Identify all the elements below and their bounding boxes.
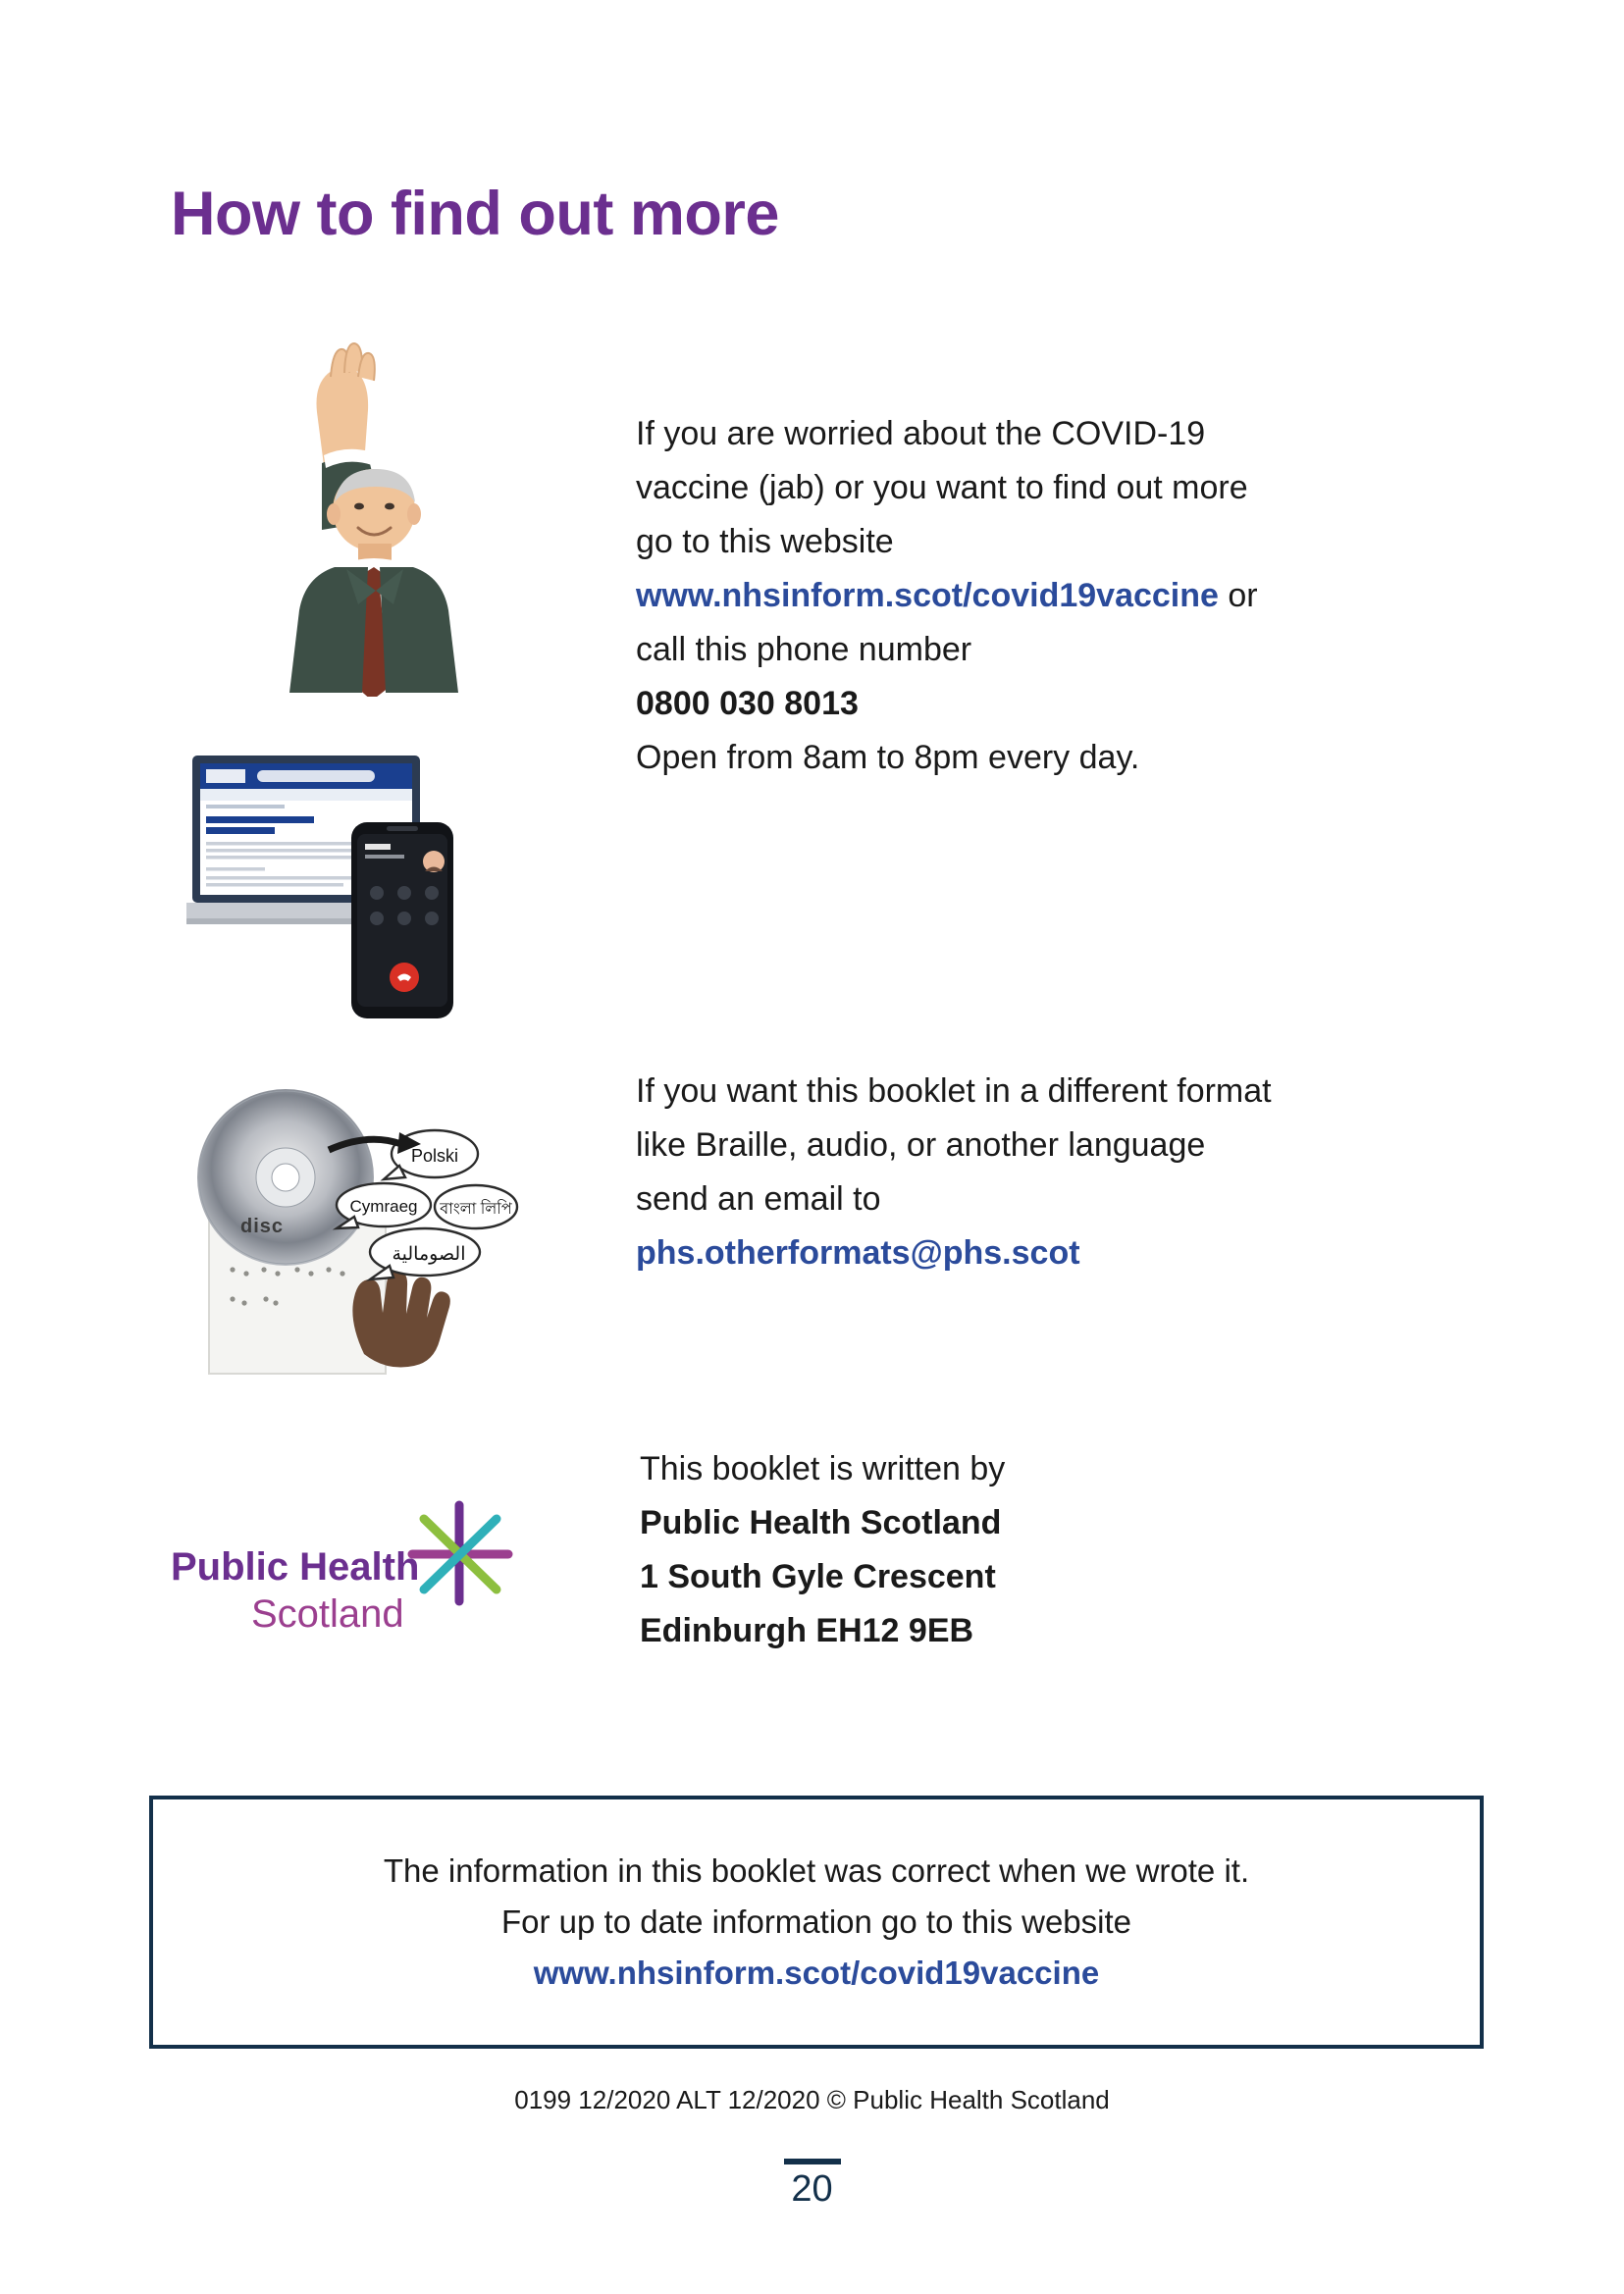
text-line: go to this website [636,523,894,561]
information-notice-box [149,1796,1484,2049]
other-formats-email-link[interactable]: phs.otherformats@phs.scot [636,1234,1080,1273]
page-number-block [0,2159,1624,2211]
text-line: If you want this booklet in a different format [636,1072,1272,1110]
laptop-and-phone-photo [186,746,510,1030]
text-line-with-link [636,569,1519,623]
svg-text:الصومالية: الصومالية [392,1244,466,1265]
text-line: send an email to [636,1180,881,1219]
page-number: 20 [791,2168,833,2210]
phone-number: 0800 030 8013 [636,685,859,723]
man-waving-photo [182,334,505,697]
link-suffix: or [1218,577,1258,615]
svg-text:Public Health: Public Health [171,1545,420,1589]
organisation-name: Public Health Scotland [640,1504,1002,1542]
nhsinform-link[interactable]: www.nhsinform.scot/covid19vaccine [636,577,1219,615]
notice-line-2: For up to date information go to this website [500,1903,1132,1940]
footer-reference: 0199 12/2020 ALT 12/2020 © Public Health Scotland [514,2085,1110,2114]
text-line: like Braille, audio, or another language [636,1126,1206,1165]
find-out-more-text [636,407,1519,786]
address-line-1: 1 South Gyle Crescent [640,1558,996,1596]
svg-text:বাংলা লিপি: বাংলা লিপি [440,1201,512,1218]
text-line: call this phone number [636,631,972,669]
svg-text:Scotland: Scotland [251,1592,404,1636]
notice-line-1: The information in this booklet was correct when we wrote it. [383,1852,1250,1889]
svg-text:Polski: Polski [410,1146,459,1166]
text-line: This booklet is written by [640,1450,1006,1487]
address-line-2: Edinburgh EH12 9EB [640,1612,974,1650]
page-title: How to find out more [171,180,779,248]
text-line: If you are worried about the COVID-19 [636,415,1206,452]
svg-text:Cymraeg: Cymraeg [349,1197,418,1216]
public-health-scotland-logo [165,1491,538,1648]
text-line: Open from 8am to 8pm every day. [636,739,1140,777]
svg-text:disc: disc [240,1216,285,1237]
cd-braille-languages-photo [182,1060,525,1383]
notice-website-link[interactable]: www.nhsinform.scot/covid19vaccine [533,1955,1100,1991]
text-line: vaccine (jab) or you want to find out more [636,469,1248,507]
page-number-rule [784,2159,841,2164]
written-by-text [640,1442,1484,1658]
other-formats-text [636,1065,1539,1280]
